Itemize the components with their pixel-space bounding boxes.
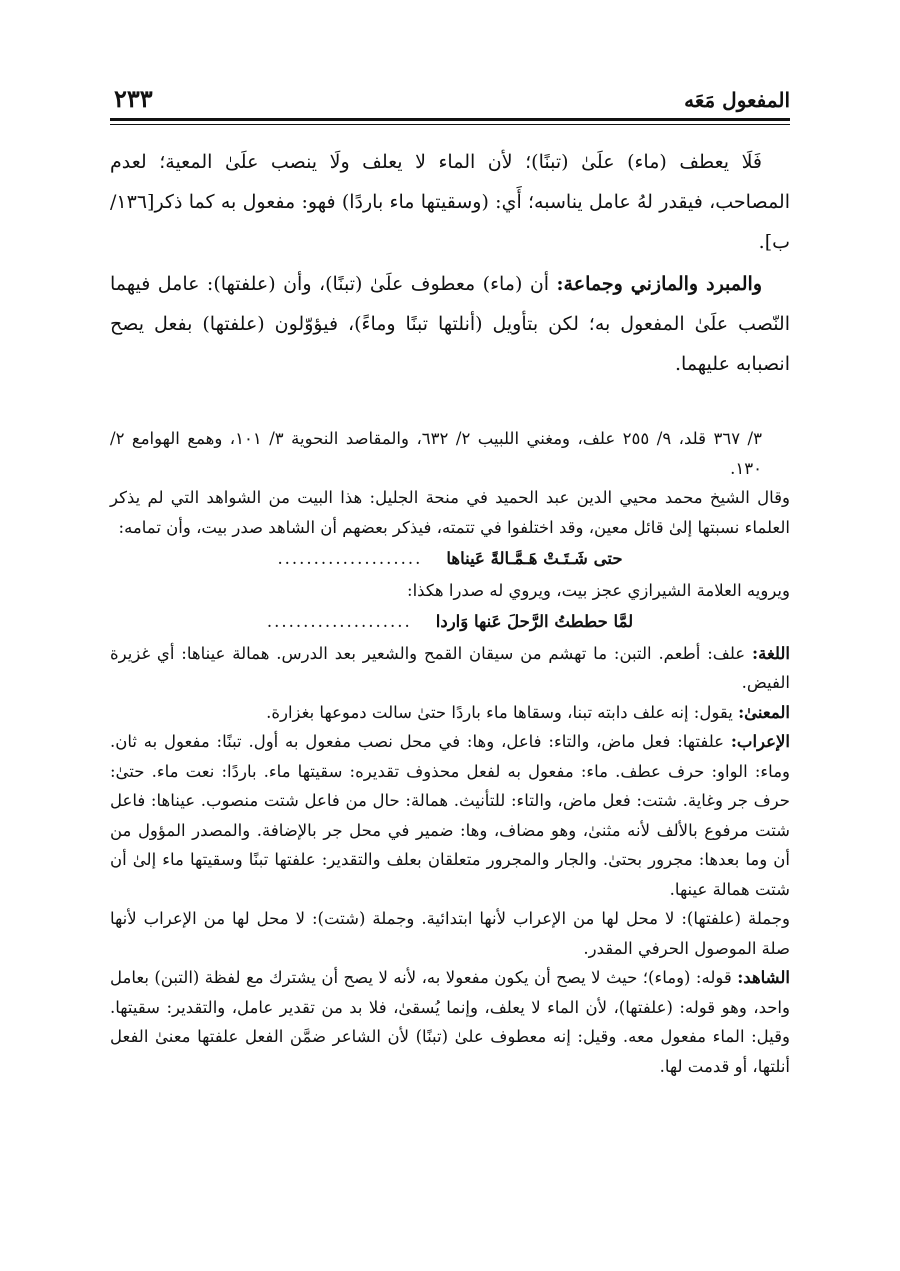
maana-label: المعنىٰ: [738, 702, 790, 722]
book-page [110, 0, 790, 1271]
footnote-commentary: وقال الشيخ محمد محيي الدين عبد الحميد في منحة الجليل: هذا البيت من الشواهد التي لم يذكر العلماء نسبتها إلىٰ قائل معين، وقد اختلفوا في تتمته، فيذكر بعضهم أن الشاهد صدر بيت، وأن تمامه: [110, 488, 790, 537]
main-paragraph-2 [110, 264, 790, 384]
maana-text: يقول: إنه علف دابته تبنا، وسقاها ماء باردًا حتىٰ سالت دموعها بغزارة. [266, 702, 733, 722]
main-paragraph-1: فَلَا يعطف (ماء) علَىٰ (تبنًا)؛ لأن الماء لا يعلف ولَا ينصب علَىٰ المعية؛ لعدم المصاحب، فيقدر لهُ عامل يناسبه؛ أَي: (وسقيتها ماء باردًا) فهو: مفعول به كما ذكر[١٣٦/ ب]. [110, 151, 790, 253]
header-rule-thin [110, 124, 790, 125]
footnote-source-line: ٣/ ٣٦٧ قلد، ٩/ ٢٥٥ علف، ومغني اللبيب ٢/ ٦٣٢، والمقاصد النحوية ٣/ ١٠١، وهمع الهوامع ٢/ ١٣٠. [110, 429, 762, 478]
shahid-label: الشاهد: [737, 968, 791, 987]
footnote-shirazi: ويرويه العلامة الشيرازي عجز بيت، ويروي له صدرا هكذا: [407, 580, 790, 600]
verse-2-dots: .................... [266, 612, 412, 631]
shahid-text: قوله: (وماء)؛ حيث لا يصح أن يكون مفعولا به، لأنه لا يصح أن يشترك مع لفظة (التبن) بعامل واحد، وهو قوله: (علفتها)، لأن الماء لا يعلف، وإنما يُسقىٰ، فلا بد من تقدير عامل، والتقدير: سقيتها. وقيل: الماء مفعول معه. وقيل: إنه معطوف علىٰ (تبنًا) لأن الشاعر ضمَّن الفعل علفتها معنىٰ الفعل أنلتها، أو قدمت لها. [110, 968, 790, 1076]
header-rule-thick [110, 118, 790, 121]
verse-1-text: حتى شَـتَـتْ هَـمَّـالةً عَيناها [446, 549, 623, 568]
lugha-label: اللغة: [752, 643, 790, 663]
paragraph-2-lead: والمبرد والمازني وجماعة: [556, 273, 763, 295]
verse-1 [110, 544, 790, 574]
footnote-shahid [110, 963, 790, 1081]
running-title: المفعول مَعَه [684, 88, 790, 112]
footnote-lugha [110, 639, 790, 698]
lugha-text: علف: أطعم. التبن: ما تهشم من سيقان القمح والشعير بعد الدرس. همالة عيناها: أي غزيرة الفيض. [110, 643, 790, 692]
irab-text: علفتها: فعل ماض، والتاء: فاعل، وها: في محل نصب مفعول به أول. تبنًا: مفعول به ثان. وماء: الواو: حرف عطف. ماء: مفعول به لفعل محذوف تقديره: سقيتها ماء. باردًا: نعت ماء. حتىٰ: حرف جر وغاية. شتت: فعل ماض، والتاء: للتأنيث. همالة: حال من فاعل شتت منصوب. عيناها: فاعل شتت مرفوع بالألف لأنه مثنىٰ، وهو مضاف، وها: ضمير في محل جر بالإضافة. والمصدر المؤول من أن وما بعدها: مجرور بحتىٰ. والجار والمجرور متعلقان بعلف والتقدير: علفتها تبنًا وسقيتها ماء إلىٰ أن شتت همالة عينها. [110, 732, 790, 899]
page-header [110, 82, 790, 122]
main-text [110, 142, 790, 384]
verse-2-text: لمَّا حططتُ الرَّحلَ عَنها وَاردا [435, 612, 634, 631]
footnotes [110, 424, 790, 1081]
irab-label: الإعراب: [730, 732, 790, 751]
footnote-irab [110, 727, 790, 904]
verse-2 [110, 607, 790, 637]
footnote-jumla: وجملة (علفتها): لا محل لها من الإعراب لأنها ابتدائية. وجملة (شتت): لا محل لها من الإعراب لأنها صلة الموصول الحرفي المقدر. [110, 909, 790, 958]
verse-1-dots: .................... [277, 549, 423, 568]
paragraph-2-rest: أن (ماء) معطوف علَىٰ (تبنًا)، وأن (علفتها): عامل فيهما النّصب علَىٰ المفعول به؛ لكن بتأويل (أنلتها تبنًا وماءً)، فيؤوّلون (علفتها) بفعل يصح انصبابه عليهما. [110, 273, 790, 375]
footnote-maana [110, 698, 790, 728]
page-number: ٢٣٣ [114, 84, 153, 113]
